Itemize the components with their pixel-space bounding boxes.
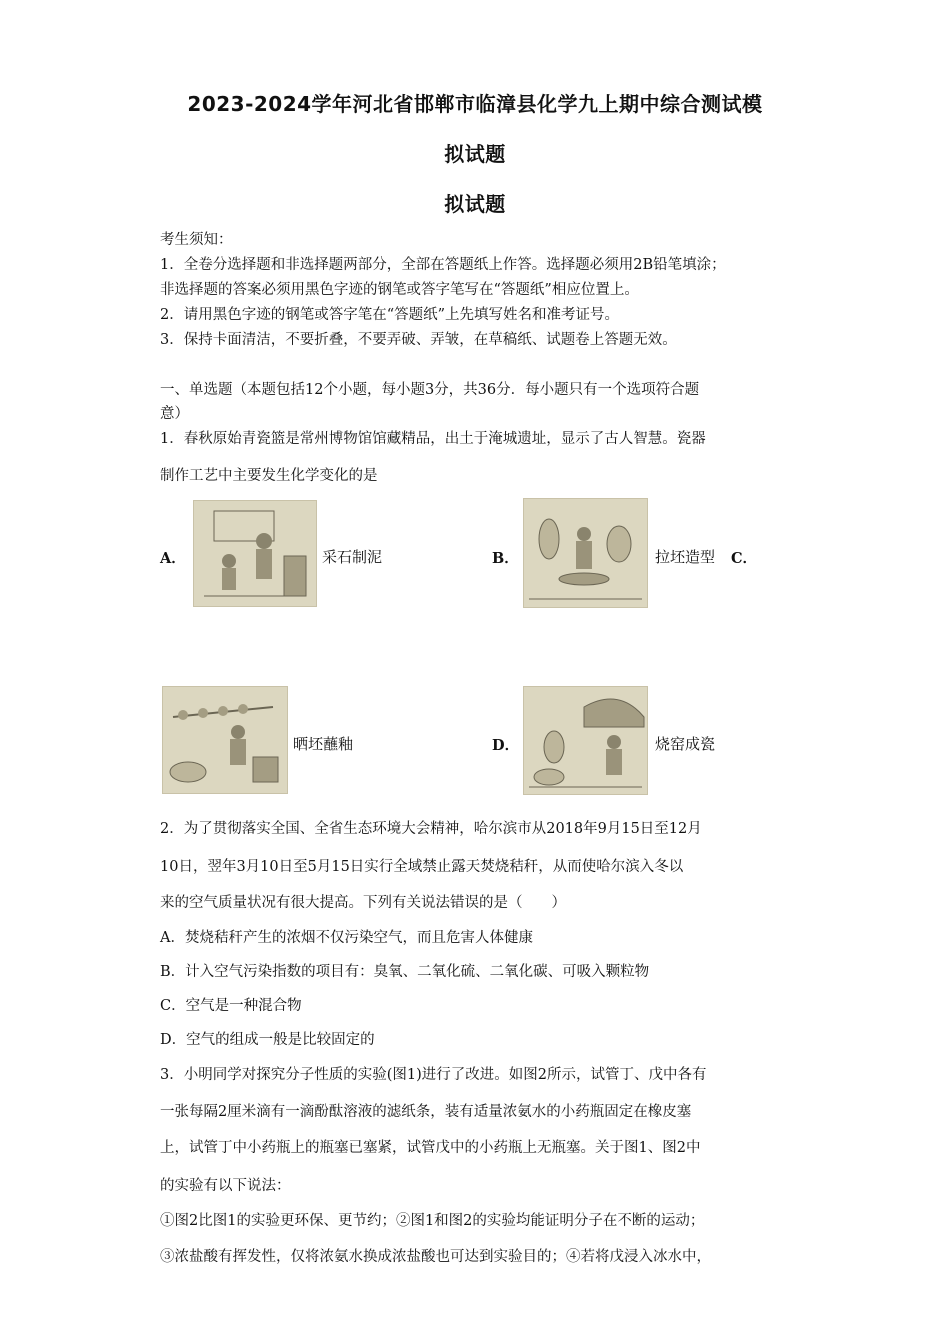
q1-option-c-label: C． [731, 550, 758, 567]
doc-title-line2: 拟试题 [444, 142, 506, 166]
q2-option-a: A．焚烧秸秆产生的浓烟不仅污染空气，而且危害人体健康 [160, 930, 533, 946]
q3-stem-line5: ①图2比图1的实验更环保、更节约；②图1和图2的实验均能证明分子在不断的运动； [160, 1213, 705, 1229]
q3-stem-line4: 的实验有以下说法： [160, 1178, 291, 1194]
doc-title-line1: 2023-2024学年河北省邯郸市临漳县化学九上期中综合测试模 [187, 92, 763, 116]
q3-stem-line1: 3．小明同学对探究分子性质的实验(图1)进行了改进。如图2所示，试管丁、戊中各有 [160, 1067, 707, 1083]
pottery-illustration-b [523, 498, 648, 608]
q1-option-a-label: A． [160, 550, 186, 567]
q1-stem-line2: 制作工艺中主要发生化学变化的是 [160, 468, 378, 484]
q1-option-b-label: B． [492, 550, 519, 567]
q2-option-b: B．计入空气污染指数的项目有：臭氧、二氧化硫、二氧化碳、可吸入颗粒物 [160, 964, 650, 980]
q2-stem-line2: 10日，翌年3月10日至5月15日实行全域禁止露天焚烧秸秆，从而使哈尔滨入冬以 [160, 859, 684, 875]
q2-stem-line3: 来的空气质量状况有很大提高。下列有关说法错误的是（ ） [160, 895, 566, 911]
pottery-illustration-c [162, 686, 288, 794]
section1-heading-line2: 意） [160, 406, 189, 422]
notice-line-3: 2．请用黑色字迹的钢笔或答字笔在“答题纸”上先填写姓名和准考证号。 [160, 307, 620, 323]
notice-line-2: 非选择题的答案必须用黑色字迹的钢笔或答字笔写在“答题纸”相应位置上。 [160, 282, 639, 298]
q3-stem-line2: 一张每隔2厘米滴有一滴酚酞溶液的滤纸条，装有适量浓氨水的小药瓶固定在橡皮塞 [160, 1104, 692, 1120]
q1-option-d-label: D． [492, 737, 520, 754]
q2-option-d: D．空气的组成一般是比较固定的 [160, 1032, 375, 1048]
pottery-illustration-d [523, 686, 648, 795]
q1-option-a-text: 采石制泥 [322, 548, 383, 566]
notice-heading: 考生须知： [160, 232, 233, 248]
q2-option-c: C．空气是一种混合物 [160, 998, 302, 1014]
q3-stem-line3: 上，试管丁中小药瓶上的瓶塞已塞紧，试管戊中的小药瓶上无瓶塞。关于图1、图2中 [160, 1140, 701, 1156]
q1-option-b-text: 拉坯造型 [655, 548, 716, 566]
q1-option-d-text: 烧窑成瓷 [655, 735, 716, 753]
notice-line-1: 1．全卷分选择题和非选择题两部分，全部在答题纸上作答。选择题必须用2B铅笔填涂； [160, 257, 726, 273]
q2-stem-line1: 2．为了贯彻落实全国、全省生态环境大会精神，哈尔滨市从2018年9月15日至12月 [160, 821, 702, 837]
pottery-illustration-a [193, 500, 317, 607]
notice-line-4: 3．保持卡面清洁，不要折叠，不要弄破、弄皱，在草稿纸、试题卷上答题无效。 [160, 332, 677, 348]
section1-heading-line1: 一、单选题（本题包括12个小题，每小题3分，共36分．每小题只有一个选项符合题 [160, 382, 700, 398]
q3-stem-line6: ③浓盐酸有挥发性，仅将浓氨水换成浓盐酸也可达到实验目的；④若将戊浸入冰水中， [160, 1249, 711, 1265]
q1-stem-line1: 1．春秋原始青瓷篮是常州博物馆馆藏精品，出土于淹城遗址，显示了古人智慧。瓷器 [160, 431, 706, 447]
doc-title-line3: 拟试题 [444, 192, 506, 216]
q1-option-c-text: 晒坯蘸釉 [293, 735, 354, 753]
